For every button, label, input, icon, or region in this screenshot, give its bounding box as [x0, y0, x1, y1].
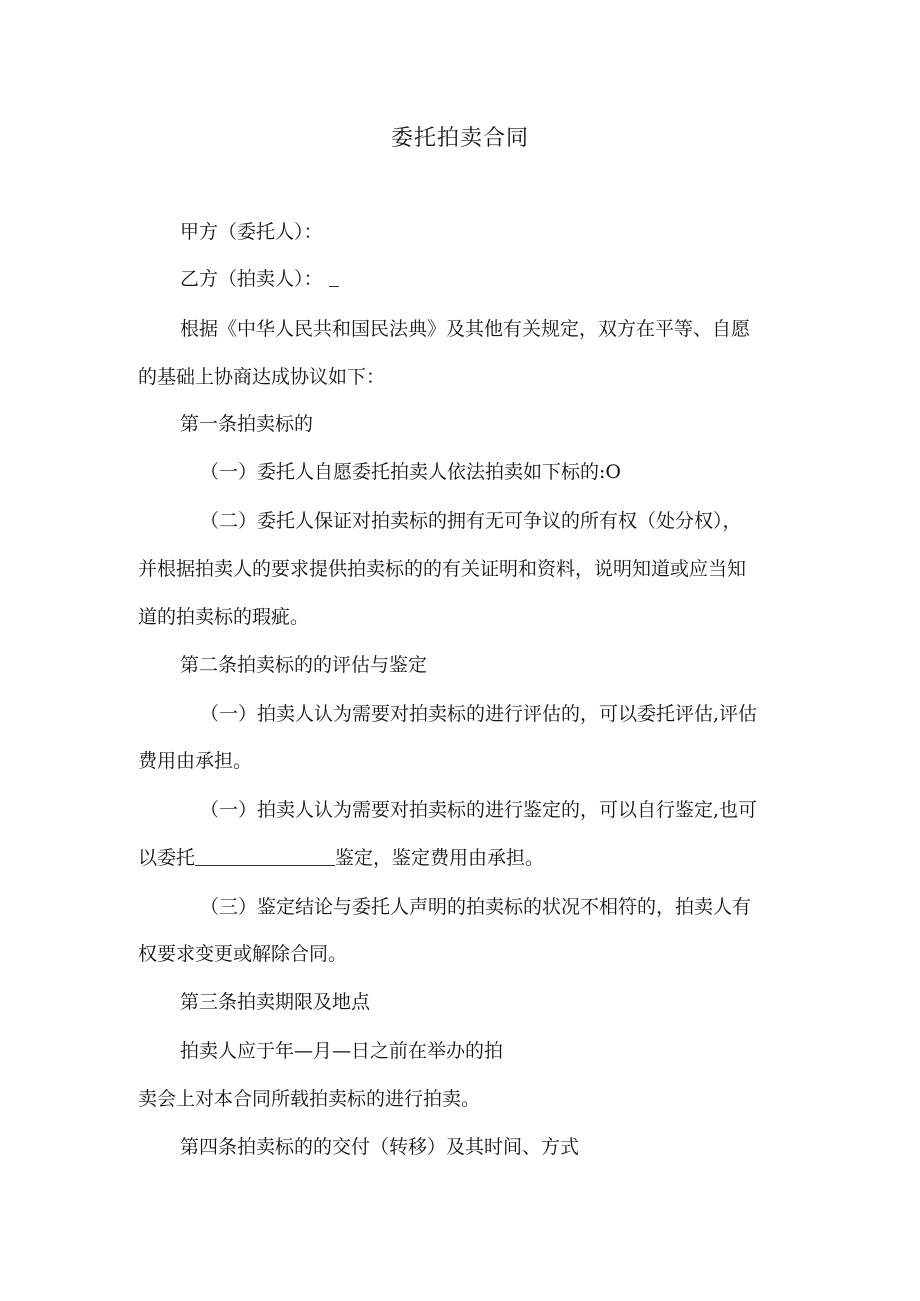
article-3-clause-line-1: 拍卖人应于年—月—日之前在举办的拍 — [180, 1040, 504, 1062]
article-1-clause-1: （一）委托人自愿委托拍卖人依法拍卖如下标的:O — [200, 461, 621, 483]
article-2-clause-1-line-1: （一）拍卖人认为需要对拍卖标的进行评估的，可以委托评估,评估 — [200, 703, 758, 725]
article-3-clause-line-2: 卖会上对本合同所载拍卖标的进行拍卖。 — [138, 1088, 481, 1110]
article-1-clause-2-line-3: 道的拍卖标的瑕疵。 — [138, 606, 310, 628]
article-1-clause-2-line-1: （二）委托人保证对拍卖标的拥有无可争议的所有权（处分权）， — [200, 510, 742, 532]
party-b-label: 乙方（拍卖人）： — [180, 268, 323, 290]
party-b-line — [180, 264, 339, 294]
intro-line-1: 根据《中华人民共和国民法典》及其他有关规定，双方在平等、自愿 — [180, 318, 751, 340]
article-2-clause-2-line-2 — [138, 843, 544, 873]
appraiser-blank — [195, 847, 335, 866]
article-2-clause-2-line-1: （一）拍卖人认为需要对拍卖标的进行鉴定的，可以自行鉴定,也可 — [200, 799, 758, 821]
article-4-title: 第四条拍卖标的的交付（转移）及其时间、方式 — [180, 1136, 580, 1158]
delegate-suffix: 鉴定，鉴定费用由承担。 — [335, 847, 545, 869]
article-2-clause-3-line-1: （三）鉴定结论与委托人声明的拍卖标的状况不相符的，拍卖人有 — [200, 896, 752, 918]
intro-line-2: 的基础上协商达成协议如下： — [138, 366, 386, 388]
article-2-clause-3-line-2: 权要求变更或解除合同。 — [138, 943, 348, 965]
article-2-clause-1-line-2: 费用由承担。 — [138, 750, 253, 772]
article-3-title: 第三条拍卖期限及地点 — [180, 991, 371, 1013]
party-b-blank — [329, 268, 339, 287]
article-2-title: 第二条拍卖标的的评估与鉴定 — [180, 654, 428, 676]
article-1-title: 第一条拍卖标的 — [180, 413, 314, 435]
article-1-clause-2-line-2: 并根据拍卖人的要求提供拍卖标的的有关证明和资料，说明知道或应当知 — [138, 558, 747, 580]
document-title: 委托拍卖合同 — [390, 126, 529, 151]
delegate-prefix: 以委托 — [138, 847, 196, 869]
party-a-label: 甲方（委托人）： — [180, 221, 323, 243]
